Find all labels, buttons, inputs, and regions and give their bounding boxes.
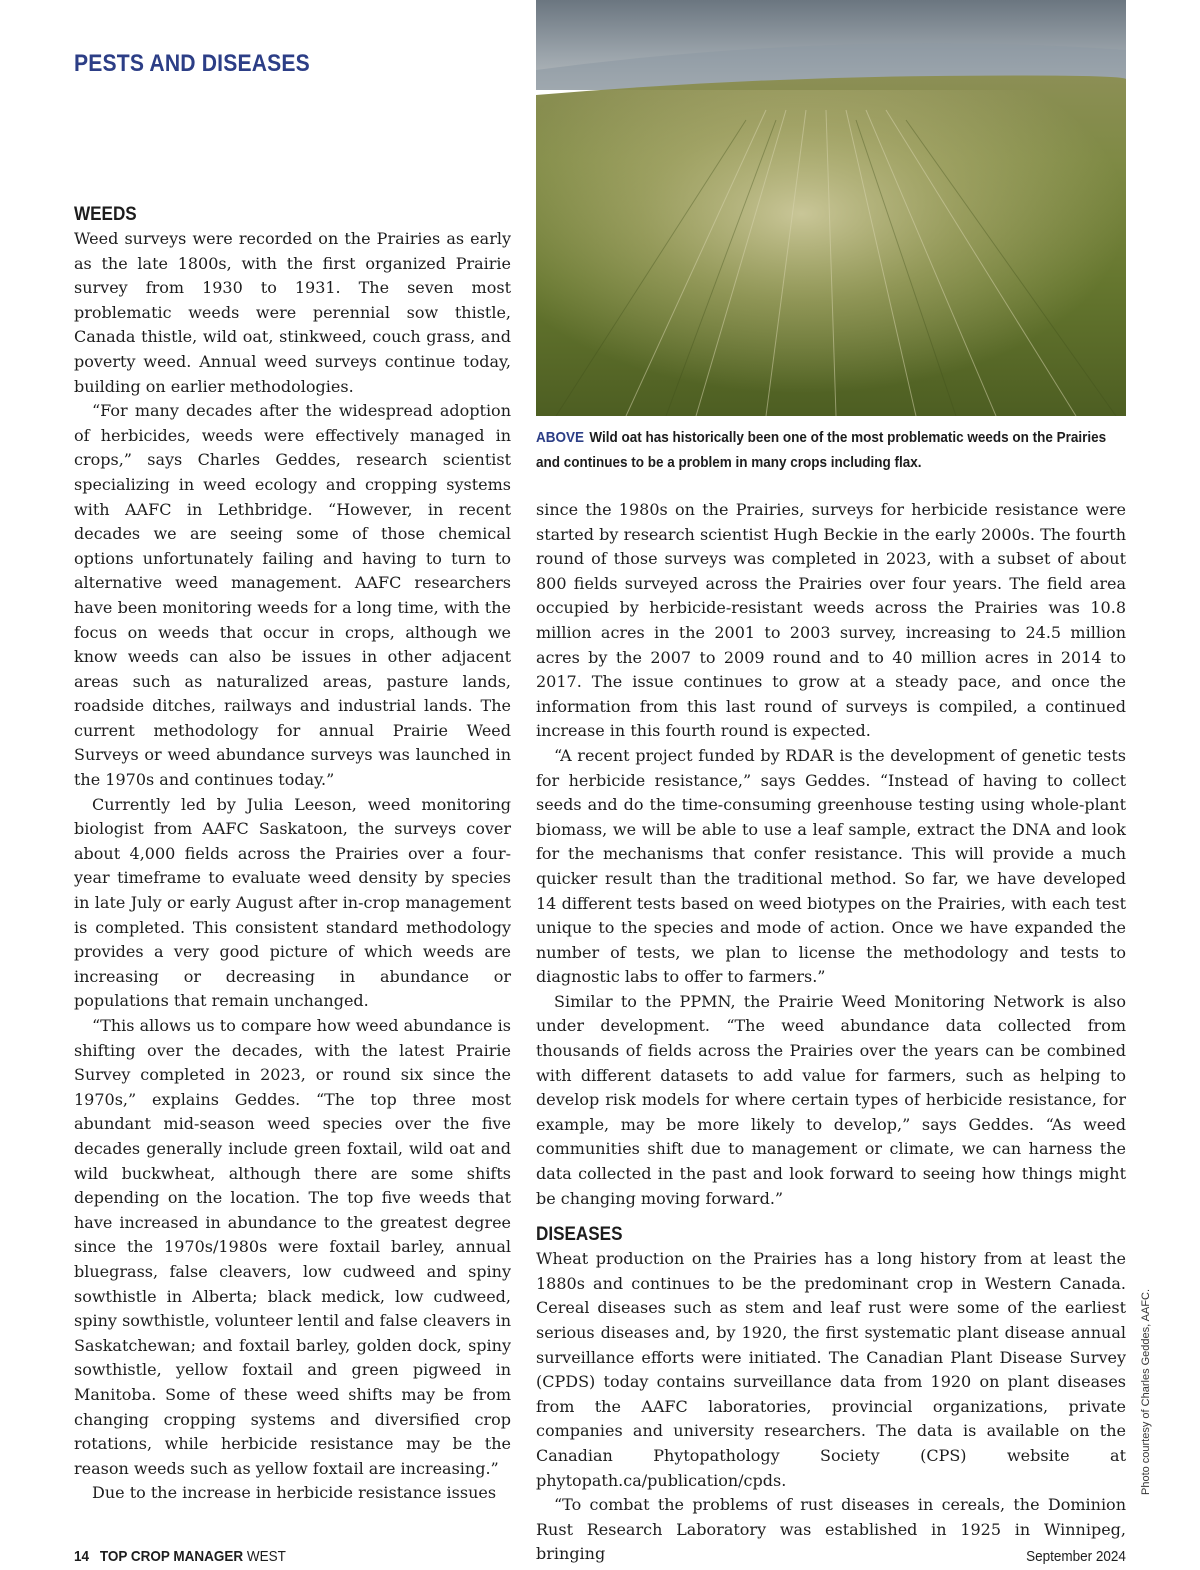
paragraph: “A recent project funded by RDAR is the development of genetic tests for herbicide resistance,” says Geddes. “Instead of having to collect seeds and do the time-consuming greenhouse testing using whole-plant biomass, we will be able to use a leaf sample, extract the DNA and look for the mechanisms that confer resistance. This will provide a much quicker result than the traditional method. So far, we have developed 14 different tests based on weed biotypes on the Prairies, with each test unique to the species and mode of action. Once we have expanded the number of tests, we plan to license the methodology and tests to diagnostic labs to offer to farmers.” xyxy=(536,745,1126,987)
page-number: 14 xyxy=(74,1548,90,1565)
article-column-left xyxy=(74,203,511,1506)
paragraph: Currently led by Julia Leeson, weed monitoring biologist from AAFC Saskatoon, the surveys cover about 4,000 fields across the Prairies over a four-year timeframe to evaluate weed density by species in late July or early August after in-crop management is completed. This consistent standard methodology provides a very good picture of which weeds are increasing or decreasing in abundance or populations that remain unchanged. xyxy=(74,794,511,1011)
paragraph: “To combat the problems of rust diseases in cereals, the Dominion Rust Research Laboratory was established in 1925 in Winnipeg, bringing xyxy=(536,1495,1126,1564)
magazine-edition: WEST xyxy=(243,1548,286,1565)
magazine-name: TOP CROP MANAGER xyxy=(99,1548,244,1565)
paragraph: “This allows us to compare how weed abundance is shifting over the decades, with the latest Prairie Survey completed in 2023, or round six since the 1970s,” explains Geddes. “The top three most abundant mid-season weed species over the five decades generally include green foxtail, wild oat and wild buckwheat, although there are some shifts depending on the location. The top five weeds that have increased in abundance to the greatest degree since the 1970s/1980s were foxtail barley, annual bluegrass, false cleavers, low cudweed and spiny sowthistle in Alberta; black medick, low cudweed, spiny sowthistle, volunteer lentil and false cleavers in Saskatchewan; and foxtail barley, golden dock, spiny sowthistle, yellow foxtail and green pigweed in Manitoba. Some of these weed shifts may be from changing cropping systems and diversified crop rotations, while herbicide resistance may be the reason weeds such as yellow foxtail are increasing.” xyxy=(74,1016,511,1478)
paragraph: Similar to the PPMN, the Prairie Weed Monitoring Network is also under development. “The weed abundance data collected from thousands of fields across the Prairies over the years can be combined with different datasets to add value for farmers, such as helping to develop risk models for where certain types of herbicide resistance, for example, may be more likely to develop,” says Geddes. “As weed communities shift due to management or climate, we can harness the data collected in the past and look forward to seeing how things might be changing moving forward.” xyxy=(536,991,1126,1208)
paragraph: since the 1980s on the Prairies, surveys for herbicide resistance were started by research scientist Hugh Beckie in the early 2000s. The fourth round of those surveys was completed in 2023, with a subset of about 800 fields surveyed across the Prairies over four years. The field area occupied by herbicide-resistant weeds across the Prairies was 10.8 million acres in the 2001 to 2003 survey, increasing to 24.5 million acres by the 2007 to 2009 round and to 40 million acres in 2014 to 2017. The issue continues to grow at a steady pace, and once the information from this last round of surveys is compiled, a continued increase in this fourth round is expected. xyxy=(536,500,1126,741)
photo-caption xyxy=(536,425,1126,475)
issue-date: September 2024 xyxy=(1026,1548,1126,1565)
article-column-right xyxy=(536,498,1126,1567)
page-footer xyxy=(74,1548,1126,1570)
caption-label: ABOVE xyxy=(536,429,585,446)
photo-credit: Photo courtesy of Charles Geddes, AAFC. xyxy=(1140,1288,1152,1495)
wild-oat-field-photo xyxy=(536,0,1126,416)
paragraph: Due to the increase in herbicide resistance issues xyxy=(92,1483,497,1503)
section-label: PESTS AND DISEASES xyxy=(74,50,310,77)
paragraph: Weed surveys were recorded on the Prairies as early as the late 1800s, with the first organized Prairie survey from 1930 to 1931. The seven most problematic weeds were perennial sow thistle, Canada thistle, wild oat, stinkweed, couch grass, and poverty weed. Annual weed surveys continue today, building on earlier methodologies. xyxy=(74,229,511,396)
weeds-heading: WEEDS xyxy=(74,204,137,225)
diseases-heading: DISEASES xyxy=(536,1224,623,1246)
paragraph: “For many decades after the widespread adoption of herbicides, weeds were effectively managed in crops,” says Charles Geddes, research scientist specializing in weed ecology and cropping systems with AAFC in Lethbridge. “However, in recent decades we are seeing some of those chemical options unfortunately failing and having to turn to alternative weed management. AAFC researchers have been monitoring weeds for a long time, with the focus on weeds that occur in crops, although we know weeds can also be issues in other adjacent areas such as naturalized areas, pasture lands, roadside ditches, railways and industrial lands. The current methodology for annual Prairie Weed Surveys or weed abundance surveys was launched in the 1970s and continues today.” xyxy=(74,401,511,790)
caption-text: Wild oat has historically been one of the most problematic weeds on the Prairies and continues to be a problem in many crops including flax. xyxy=(536,429,1107,471)
paragraph: Wheat production on the Prairies has a long history from at least the 1880s and continues to be the predominant crop in Western Canada. Cereal diseases such as stem and leaf rust were some of the earliest serious diseases and, by 1920, the first systematic plant disease annual surveillance efforts were initiated. The Canadian Plant Disease Survey (CPDS) today contains surveillance data from 1920 on plant diseases from the AAFC laboratories, provincial organizations, private companies and university researchers. The data is available on the Canadian Phytopathology Society (CPS) website at phytopath.ca/publication/cpds. xyxy=(536,1249,1126,1490)
